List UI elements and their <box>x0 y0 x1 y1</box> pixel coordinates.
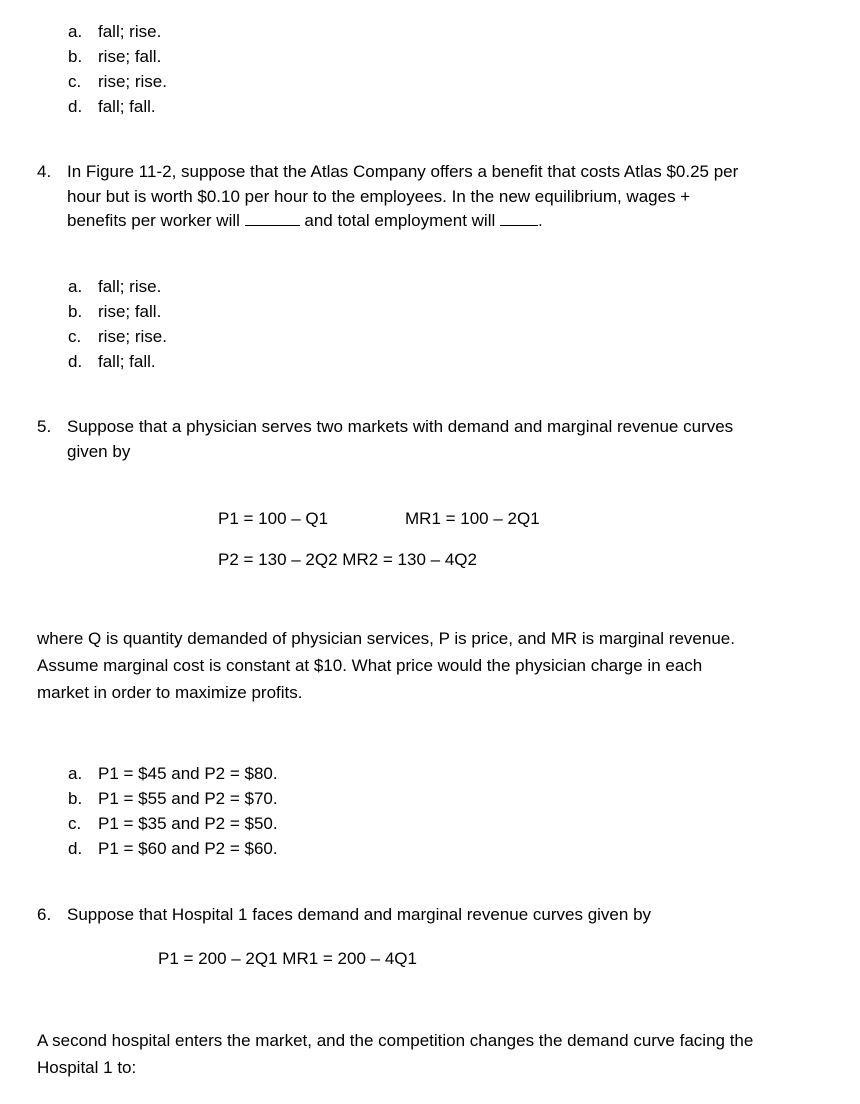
q5-paragraph-line-1: where Q is quantity demanded of physician services, P is price, and MR is marginal revenue. <box>37 629 735 648</box>
answer-blank-2 <box>500 209 538 226</box>
q5-option-c: c. P1 = $35 and P2 = $50. <box>68 814 278 833</box>
q3-option-c: c. rise; rise. <box>68 72 167 91</box>
equation-mr-1: MR1 = 100 – 2Q1 <box>405 509 540 528</box>
q5-option-b: b. P1 = $55 and P2 = $70. <box>68 789 278 808</box>
answer-blank-1 <box>245 209 300 226</box>
equation-market-2: P2 = 130 – 2Q2 MR2 = 130 – 4Q2 <box>218 550 477 569</box>
q5-paragraph-line-2: Assume marginal cost is constant at $10. What price would the physician charge in each <box>37 656 703 675</box>
q3-option-d: d. fall; fall. <box>68 97 156 116</box>
q3-option-a: a. fall; rise. <box>68 22 162 41</box>
q6-paragraph-line-2: Hospital 1 to: <box>37 1058 137 1077</box>
q6-equation: P1 = 200 – 2Q1 MR1 = 200 – 4Q1 <box>158 949 417 968</box>
q4-line-3: benefits per worker will and total employment will . <box>67 211 543 230</box>
q4-line-2: hour but is worth $0.10 per hour to the employees. In the new equilibrium, wages + <box>67 187 691 206</box>
q5-option-a: a. P1 = $45 and P2 = $80. <box>68 764 278 783</box>
q4-option-b: b. rise; fall. <box>68 302 162 321</box>
q5-line-1: 5. Suppose that a physician serves two markets with demand and marginal revenue curves <box>37 417 734 436</box>
q4-option-c: c. rise; rise. <box>68 327 167 346</box>
q4-line-1: 4. In Figure 11-2, suppose that the Atlas Company offers a benefit that costs Atlas $0.25 per <box>37 162 739 181</box>
q4-option-d: d. fall; fall. <box>68 352 156 371</box>
q6-paragraph-line-1: A second hospital enters the market, and the competition changes the demand curve facing the <box>37 1031 754 1050</box>
equation-demand-1: P1 = 100 – Q1 <box>218 509 329 528</box>
q3-option-b: b. rise; fall. <box>68 47 162 66</box>
q4-option-a: a. fall; rise. <box>68 277 162 296</box>
q5-paragraph-line-3: market in order to maximize profits. <box>37 683 303 702</box>
q6-line-1: 6. Suppose that Hospital 1 faces demand and marginal revenue curves given by <box>37 905 652 924</box>
q5-option-d: d. P1 = $60 and P2 = $60. <box>68 839 278 858</box>
q5-line-2: given by <box>67 442 131 461</box>
